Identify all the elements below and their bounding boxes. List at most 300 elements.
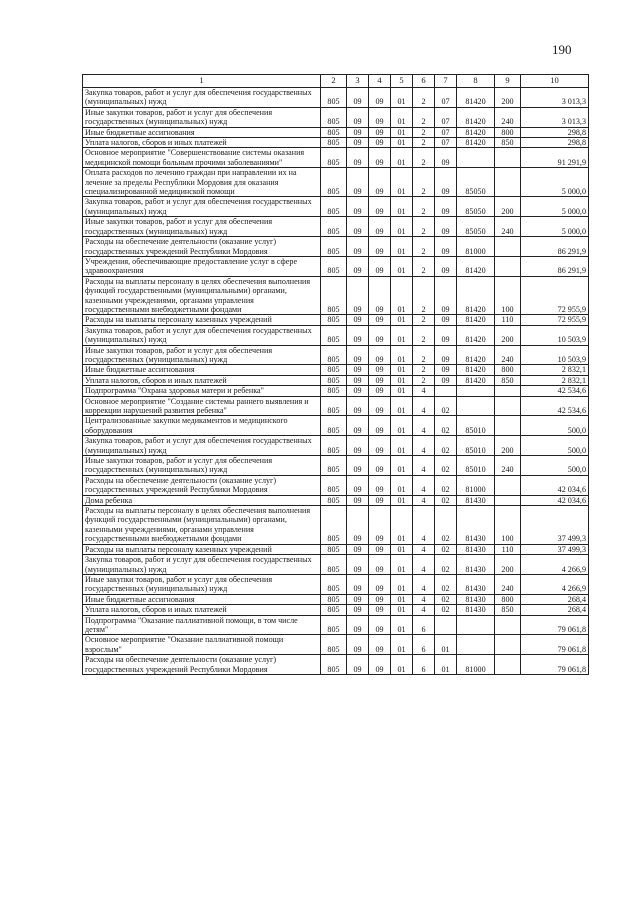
row-subprogram-code: 4 bbox=[413, 495, 435, 505]
row-amount: 298,8 bbox=[521, 138, 589, 148]
row-expense-type-code: 200 bbox=[495, 88, 521, 108]
row-subsection-code: 09 bbox=[369, 396, 391, 416]
row-section-code: 09 bbox=[347, 396, 369, 416]
row-amount: 72 955,9 bbox=[521, 276, 589, 315]
row-program-code: 01 bbox=[391, 475, 413, 495]
row-ministry-code: 805 bbox=[321, 386, 347, 396]
row-description: Закупка товаров, работ и услуг для обеспечения государственных (муниципальных) нужд bbox=[83, 555, 321, 575]
row-amount: 500,0 bbox=[521, 436, 589, 456]
row-expense-type-code: 240 bbox=[495, 217, 521, 237]
row-direction-code: 85010 bbox=[457, 456, 495, 476]
row-activity-code: 02 bbox=[435, 605, 457, 615]
row-subsection-code: 09 bbox=[369, 197, 391, 217]
row-amount: 37 499,3 bbox=[521, 544, 589, 554]
row-description: Иные бюджетные ассигнования bbox=[83, 365, 321, 375]
header-cell: 2 bbox=[321, 75, 347, 88]
row-expense-type-code: 850 bbox=[495, 605, 521, 615]
row-direction-code: 81430 bbox=[457, 544, 495, 554]
row-description: Закупка товаров, работ и услуг для обеспечения государственных (муниципальных) нужд bbox=[83, 436, 321, 456]
table-row bbox=[83, 315, 589, 325]
row-activity-code: 09 bbox=[435, 256, 457, 276]
row-amount: 4 266,9 bbox=[521, 555, 589, 575]
row-expense-type-code bbox=[495, 416, 521, 436]
row-program-code: 01 bbox=[391, 217, 413, 237]
table-row bbox=[83, 217, 589, 237]
row-direction-code: 85050 bbox=[457, 197, 495, 217]
row-amount: 42 534,6 bbox=[521, 386, 589, 396]
row-section-code: 09 bbox=[347, 325, 369, 345]
row-subprogram-code: 2 bbox=[413, 148, 435, 168]
row-subprogram-code: 2 bbox=[413, 168, 435, 197]
table-header-row bbox=[83, 75, 589, 88]
table-row bbox=[83, 325, 589, 345]
row-direction-code: 81000 bbox=[457, 237, 495, 257]
row-description: Уплата налогов, сборов и иных платежей bbox=[83, 605, 321, 615]
row-expense-type-code: 850 bbox=[495, 138, 521, 148]
row-ministry-code: 805 bbox=[321, 396, 347, 416]
table-row bbox=[83, 456, 589, 476]
row-program-code: 01 bbox=[391, 605, 413, 615]
row-description: Подпрограмма "Оказание паллиативной помощи, в том числе детям" bbox=[83, 615, 321, 635]
row-activity-code: 02 bbox=[435, 555, 457, 575]
table-row bbox=[83, 345, 589, 365]
row-direction-code bbox=[457, 386, 495, 396]
row-description: Расходы на обеспечение деятельности (оказание услуг) государственных учреждений Республики Мордовия bbox=[83, 475, 321, 495]
row-ministry-code: 805 bbox=[321, 416, 347, 436]
row-description: Учреждения, обеспечивающие предоставление услуг в сфере здравоохранения bbox=[83, 256, 321, 276]
row-expense-type-code bbox=[495, 168, 521, 197]
row-amount: 10 503,9 bbox=[521, 325, 589, 345]
row-direction-code: 81430 bbox=[457, 555, 495, 575]
row-activity-code: 07 bbox=[435, 107, 457, 127]
row-activity-code: 01 bbox=[435, 635, 457, 655]
row-subprogram-code: 2 bbox=[413, 345, 435, 365]
row-ministry-code: 805 bbox=[321, 475, 347, 495]
row-activity-code: 09 bbox=[435, 345, 457, 365]
row-subprogram-code: 2 bbox=[413, 325, 435, 345]
row-program-code: 01 bbox=[391, 544, 413, 554]
header-cell: 5 bbox=[391, 75, 413, 88]
row-section-code: 09 bbox=[347, 107, 369, 127]
row-direction-code: 85050 bbox=[457, 168, 495, 197]
row-subsection-code: 09 bbox=[369, 574, 391, 594]
row-ministry-code: 805 bbox=[321, 217, 347, 237]
row-subprogram-code: 6 bbox=[413, 635, 435, 655]
table-row bbox=[83, 276, 589, 315]
header-cell: 6 bbox=[413, 75, 435, 88]
table-row bbox=[83, 396, 589, 416]
header-cell: 7 bbox=[435, 75, 457, 88]
row-ministry-code: 805 bbox=[321, 506, 347, 545]
row-program-code: 01 bbox=[391, 375, 413, 385]
row-subsection-code: 09 bbox=[369, 237, 391, 257]
row-activity-code: 02 bbox=[435, 574, 457, 594]
row-subsection-code: 09 bbox=[369, 495, 391, 505]
row-subprogram-code: 4 bbox=[413, 594, 435, 604]
row-section-code: 09 bbox=[347, 197, 369, 217]
row-subsection-code: 09 bbox=[369, 148, 391, 168]
row-subprogram-code: 4 bbox=[413, 396, 435, 416]
row-activity-code: 02 bbox=[435, 436, 457, 456]
row-direction-code bbox=[457, 615, 495, 635]
header-cell: 1 bbox=[83, 75, 321, 88]
row-expense-type-code bbox=[495, 396, 521, 416]
row-activity-code: 09 bbox=[435, 148, 457, 168]
row-expense-type-code bbox=[495, 237, 521, 257]
row-subsection-code: 09 bbox=[369, 345, 391, 365]
row-direction-code: 81430 bbox=[457, 574, 495, 594]
row-direction-code: 81430 bbox=[457, 594, 495, 604]
row-subprogram-code: 2 bbox=[413, 127, 435, 137]
row-activity-code: 07 bbox=[435, 138, 457, 148]
row-section-code: 09 bbox=[347, 544, 369, 554]
header-cell: 10 bbox=[521, 75, 589, 88]
row-subsection-code: 09 bbox=[369, 615, 391, 635]
row-subsection-code: 09 bbox=[369, 138, 391, 148]
row-subsection-code: 09 bbox=[369, 475, 391, 495]
row-activity-code: 09 bbox=[435, 237, 457, 257]
row-section-code: 09 bbox=[347, 88, 369, 108]
row-description: Иные бюджетные ассигнования bbox=[83, 594, 321, 604]
row-ministry-code: 805 bbox=[321, 197, 347, 217]
row-activity-code: 02 bbox=[435, 506, 457, 545]
row-activity-code: 09 bbox=[435, 315, 457, 325]
row-expense-type-code bbox=[495, 615, 521, 635]
header-cell: 3 bbox=[347, 75, 369, 88]
row-ministry-code: 805 bbox=[321, 256, 347, 276]
row-description: Расходы на выплаты персоналу казенных учреждений bbox=[83, 544, 321, 554]
row-direction-code: 81420 bbox=[457, 345, 495, 365]
row-activity-code: 02 bbox=[435, 475, 457, 495]
table-row bbox=[83, 506, 589, 545]
row-program-code: 01 bbox=[391, 88, 413, 108]
row-subprogram-code: 2 bbox=[413, 375, 435, 385]
row-ministry-code: 805 bbox=[321, 594, 347, 604]
row-program-code: 01 bbox=[391, 555, 413, 575]
row-expense-type-code: 240 bbox=[495, 107, 521, 127]
table-row bbox=[83, 635, 589, 655]
row-expense-type-code: 200 bbox=[495, 436, 521, 456]
row-description: Расходы на выплаты персоналу казенных учреждений bbox=[83, 315, 321, 325]
table-row bbox=[83, 197, 589, 217]
row-direction-code: 81420 bbox=[457, 127, 495, 137]
row-expense-type-code: 240 bbox=[495, 574, 521, 594]
row-section-code: 09 bbox=[347, 127, 369, 137]
row-section-code: 09 bbox=[347, 506, 369, 545]
row-subprogram-code: 2 bbox=[413, 365, 435, 375]
row-description: Иные закупки товаров, работ и услуг для обеспечения государственных (муниципальных) нужд bbox=[83, 345, 321, 365]
row-activity-code: 01 bbox=[435, 655, 457, 675]
row-amount: 298,8 bbox=[521, 127, 589, 137]
row-amount: 3 013,3 bbox=[521, 107, 589, 127]
table-row bbox=[83, 88, 589, 108]
row-section-code: 09 bbox=[347, 256, 369, 276]
row-subprogram-code: 2 bbox=[413, 107, 435, 127]
row-direction-code: 81420 bbox=[457, 315, 495, 325]
row-expense-type-code: 800 bbox=[495, 365, 521, 375]
row-expense-type-code bbox=[495, 655, 521, 675]
row-description: Дома ребенка bbox=[83, 495, 321, 505]
row-subprogram-code: 4 bbox=[413, 416, 435, 436]
row-program-code: 01 bbox=[391, 237, 413, 257]
row-subprogram-code: 4 bbox=[413, 436, 435, 456]
row-amount: 268,4 bbox=[521, 605, 589, 615]
row-section-code: 09 bbox=[347, 148, 369, 168]
row-activity-code: 02 bbox=[435, 495, 457, 505]
row-activity-code: 02 bbox=[435, 456, 457, 476]
budget-table bbox=[82, 74, 589, 675]
row-section-code: 09 bbox=[347, 605, 369, 615]
row-amount: 72 955,9 bbox=[521, 315, 589, 325]
header-cell: 9 bbox=[495, 75, 521, 88]
row-amount: 79 061,8 bbox=[521, 635, 589, 655]
table-row bbox=[83, 555, 589, 575]
row-subprogram-code: 4 bbox=[413, 605, 435, 615]
row-section-code: 09 bbox=[347, 655, 369, 675]
row-activity-code: 07 bbox=[435, 88, 457, 108]
row-amount: 42 034,6 bbox=[521, 495, 589, 505]
row-subsection-code: 09 bbox=[369, 555, 391, 575]
row-ministry-code: 805 bbox=[321, 495, 347, 505]
row-subprogram-code: 2 bbox=[413, 315, 435, 325]
row-amount: 79 061,8 bbox=[521, 615, 589, 635]
row-direction-code: 81000 bbox=[457, 655, 495, 675]
row-subprogram-code: 2 bbox=[413, 276, 435, 315]
row-amount: 91 291,9 bbox=[521, 148, 589, 168]
row-activity-code: 09 bbox=[435, 375, 457, 385]
row-ministry-code: 805 bbox=[321, 148, 347, 168]
row-subprogram-code: 4 bbox=[413, 386, 435, 396]
row-ministry-code: 805 bbox=[321, 168, 347, 197]
row-amount: 4 266,9 bbox=[521, 574, 589, 594]
table-row bbox=[83, 386, 589, 396]
row-section-code: 09 bbox=[347, 365, 369, 375]
row-section-code: 09 bbox=[347, 416, 369, 436]
row-ministry-code: 805 bbox=[321, 615, 347, 635]
row-description: Закупка товаров, работ и услуг для обеспечения государственных (муниципальных) нужд bbox=[83, 325, 321, 345]
row-expense-type-code bbox=[495, 495, 521, 505]
row-program-code: 01 bbox=[391, 436, 413, 456]
row-description: Подпрограмма "Охрана здоровья матери и ребенка" bbox=[83, 386, 321, 396]
row-program-code: 01 bbox=[391, 416, 413, 436]
row-expense-type-code bbox=[495, 386, 521, 396]
row-amount: 500,0 bbox=[521, 456, 589, 476]
row-expense-type-code: 100 bbox=[495, 506, 521, 545]
row-ministry-code: 805 bbox=[321, 574, 347, 594]
row-subprogram-code: 4 bbox=[413, 475, 435, 495]
row-expense-type-code bbox=[495, 256, 521, 276]
row-subsection-code: 09 bbox=[369, 386, 391, 396]
row-activity-code bbox=[435, 386, 457, 396]
row-description: Закупка товаров, работ и услуг для обеспечения государственных (муниципальных) нужд bbox=[83, 88, 321, 108]
row-program-code: 01 bbox=[391, 655, 413, 675]
row-subsection-code: 09 bbox=[369, 506, 391, 545]
row-program-code: 01 bbox=[391, 107, 413, 127]
row-amount: 42 534,6 bbox=[521, 396, 589, 416]
row-program-code: 01 bbox=[391, 365, 413, 375]
row-section-code: 09 bbox=[347, 574, 369, 594]
table-row bbox=[83, 475, 589, 495]
row-subsection-code: 09 bbox=[369, 88, 391, 108]
row-subsection-code: 09 bbox=[369, 375, 391, 385]
row-expense-type-code: 800 bbox=[495, 127, 521, 137]
row-subsection-code: 09 bbox=[369, 365, 391, 375]
row-description: Иные бюджетные ассигнования bbox=[83, 127, 321, 137]
row-program-code: 01 bbox=[391, 506, 413, 545]
row-ministry-code: 805 bbox=[321, 375, 347, 385]
row-description: Иные закупки товаров, работ и услуг для обеспечения государственных (муниципальных) нужд bbox=[83, 574, 321, 594]
row-description: Уплата налогов, сборов и иных платежей bbox=[83, 375, 321, 385]
row-description: Расходы на обеспечение деятельности (оказание услуг) государственных учреждений Республики Мордовия bbox=[83, 655, 321, 675]
row-subprogram-code: 4 bbox=[413, 456, 435, 476]
row-amount: 5 000,0 bbox=[521, 217, 589, 237]
row-subprogram-code: 2 bbox=[413, 138, 435, 148]
row-description: Иные закупки товаров, работ и услуг для обеспечения государственных (муниципальных) нужд bbox=[83, 456, 321, 476]
row-section-code: 09 bbox=[347, 436, 369, 456]
row-description: Расходы на выплаты персоналу в целях обеспечения выполнения функций государственными (муниципальными) органами, казенными учреждениями, органами управления государственными внебюджетными фондами bbox=[83, 276, 321, 315]
row-activity-code: 09 bbox=[435, 168, 457, 197]
row-amount: 86 291,9 bbox=[521, 256, 589, 276]
table-row bbox=[83, 605, 589, 615]
row-direction-code: 81420 bbox=[457, 365, 495, 375]
row-subsection-code: 09 bbox=[369, 605, 391, 615]
table-row bbox=[83, 574, 589, 594]
row-activity-code: 02 bbox=[435, 594, 457, 604]
row-direction-code: 85010 bbox=[457, 436, 495, 456]
row-subsection-code: 09 bbox=[369, 127, 391, 137]
row-program-code: 01 bbox=[391, 396, 413, 416]
row-expense-type-code bbox=[495, 148, 521, 168]
row-ministry-code: 805 bbox=[321, 605, 347, 615]
row-direction-code: 85050 bbox=[457, 217, 495, 237]
row-subsection-code: 09 bbox=[369, 107, 391, 127]
row-description: Иные закупки товаров, работ и услуг для обеспечения государственных (муниципальных) нужд bbox=[83, 107, 321, 127]
table-row bbox=[83, 436, 589, 456]
row-direction-code bbox=[457, 635, 495, 655]
row-program-code: 01 bbox=[391, 256, 413, 276]
row-direction-code: 81000 bbox=[457, 475, 495, 495]
row-ministry-code: 805 bbox=[321, 237, 347, 257]
row-ministry-code: 805 bbox=[321, 107, 347, 127]
row-direction-code: 81420 bbox=[457, 107, 495, 127]
row-program-code: 01 bbox=[391, 138, 413, 148]
row-activity-code: 07 bbox=[435, 127, 457, 137]
row-amount: 10 503,9 bbox=[521, 345, 589, 365]
table-row bbox=[83, 138, 589, 148]
row-description: Расходы на обеспечение деятельности (оказание услуг) государственных учреждений Республики Мордовия bbox=[83, 237, 321, 257]
row-ministry-code: 805 bbox=[321, 276, 347, 315]
row-direction-code bbox=[457, 396, 495, 416]
row-amount: 42 034,6 bbox=[521, 475, 589, 495]
row-section-code: 09 bbox=[347, 386, 369, 396]
row-program-code: 01 bbox=[391, 635, 413, 655]
row-ministry-code: 805 bbox=[321, 635, 347, 655]
row-subsection-code: 09 bbox=[369, 168, 391, 197]
row-activity-code: 02 bbox=[435, 396, 457, 416]
table-row bbox=[83, 594, 589, 604]
row-section-code: 09 bbox=[347, 635, 369, 655]
row-subsection-code: 09 bbox=[369, 436, 391, 456]
row-section-code: 09 bbox=[347, 475, 369, 495]
row-expense-type-code: 110 bbox=[495, 315, 521, 325]
row-subsection-code: 09 bbox=[369, 256, 391, 276]
row-amount: 5 000,0 bbox=[521, 168, 589, 197]
row-subsection-code: 09 bbox=[369, 276, 391, 315]
row-amount: 37 499,3 bbox=[521, 506, 589, 545]
row-amount: 86 291,9 bbox=[521, 237, 589, 257]
row-program-code: 01 bbox=[391, 386, 413, 396]
row-expense-type-code: 100 bbox=[495, 276, 521, 315]
row-section-code: 09 bbox=[347, 237, 369, 257]
row-description: Основное мероприятие "Совершенствование системы оказания медицинской помощи больным прочими заболеваниями" bbox=[83, 148, 321, 168]
row-subsection-code: 09 bbox=[369, 544, 391, 554]
row-ministry-code: 805 bbox=[321, 456, 347, 476]
row-expense-type-code: 200 bbox=[495, 325, 521, 345]
row-subprogram-code: 2 bbox=[413, 237, 435, 257]
row-subsection-code: 09 bbox=[369, 217, 391, 237]
table-row bbox=[83, 256, 589, 276]
row-section-code: 09 bbox=[347, 375, 369, 385]
row-activity-code: 09 bbox=[435, 365, 457, 375]
row-program-code: 01 bbox=[391, 276, 413, 315]
row-direction-code: 81420 bbox=[457, 325, 495, 345]
row-ministry-code: 805 bbox=[321, 127, 347, 137]
table-row bbox=[83, 148, 589, 168]
row-program-code: 01 bbox=[391, 456, 413, 476]
row-expense-type-code: 240 bbox=[495, 345, 521, 365]
row-amount: 5 000,0 bbox=[521, 197, 589, 217]
row-subprogram-code: 6 bbox=[413, 615, 435, 635]
table-row bbox=[83, 495, 589, 505]
table-row bbox=[83, 544, 589, 554]
row-section-code: 09 bbox=[347, 217, 369, 237]
row-section-code: 09 bbox=[347, 555, 369, 575]
page-number: 190 bbox=[552, 42, 572, 57]
table-row bbox=[83, 655, 589, 675]
row-section-code: 09 bbox=[347, 594, 369, 604]
row-ministry-code: 805 bbox=[321, 655, 347, 675]
row-expense-type-code: 110 bbox=[495, 544, 521, 554]
row-subsection-code: 09 bbox=[369, 655, 391, 675]
row-expense-type-code: 240 bbox=[495, 456, 521, 476]
row-ministry-code: 805 bbox=[321, 365, 347, 375]
row-program-code: 01 bbox=[391, 127, 413, 137]
table-row bbox=[83, 416, 589, 436]
row-program-code: 01 bbox=[391, 594, 413, 604]
row-ministry-code: 805 bbox=[321, 555, 347, 575]
table-row bbox=[83, 375, 589, 385]
row-program-code: 01 bbox=[391, 345, 413, 365]
row-ministry-code: 805 bbox=[321, 436, 347, 456]
row-subsection-code: 09 bbox=[369, 594, 391, 604]
row-direction-code: 81420 bbox=[457, 256, 495, 276]
row-section-code: 09 bbox=[347, 276, 369, 315]
table-row bbox=[83, 615, 589, 635]
row-program-code: 01 bbox=[391, 197, 413, 217]
row-subsection-code: 09 bbox=[369, 325, 391, 345]
row-direction-code: 81420 bbox=[457, 138, 495, 148]
row-direction-code: 81430 bbox=[457, 605, 495, 615]
row-activity-code: 09 bbox=[435, 217, 457, 237]
row-activity-code: 09 bbox=[435, 197, 457, 217]
table-row bbox=[83, 365, 589, 375]
row-amount: 79 061,8 bbox=[521, 655, 589, 675]
table-row bbox=[83, 127, 589, 137]
row-subprogram-code: 2 bbox=[413, 256, 435, 276]
row-direction-code: 85010 bbox=[457, 416, 495, 436]
row-direction-code bbox=[457, 148, 495, 168]
row-subprogram-code: 4 bbox=[413, 574, 435, 594]
